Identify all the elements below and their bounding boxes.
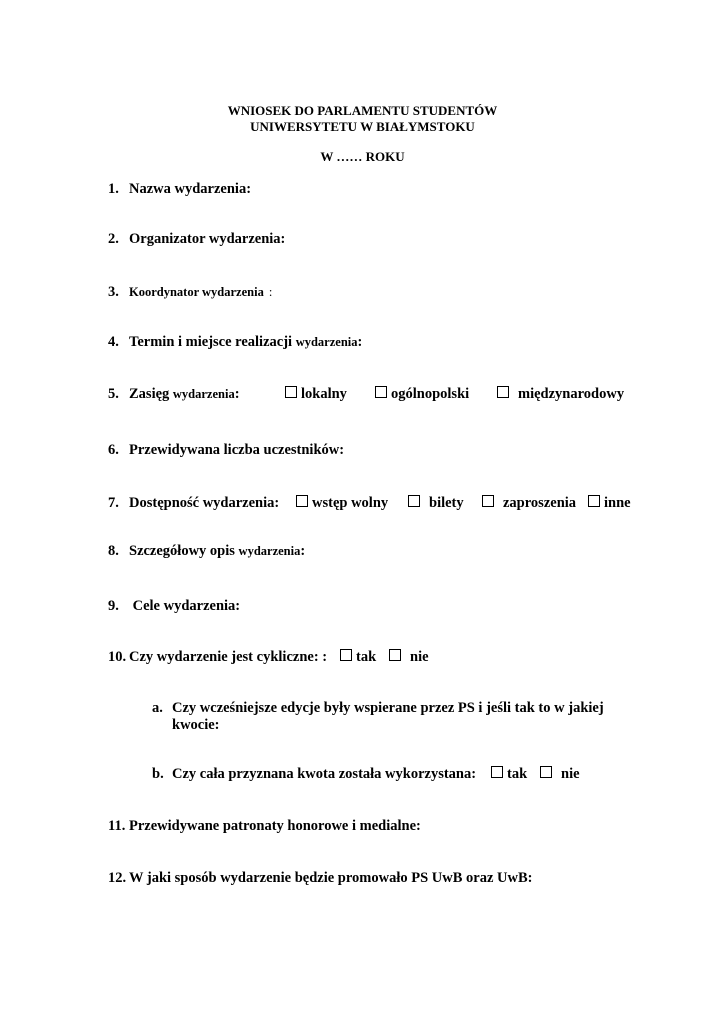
checkbox-option-ogolnopolski[interactable]	[375, 385, 469, 403]
option-label: ogólnopolski	[391, 386, 470, 402]
item-4	[108, 333, 362, 351]
option-label: zaproszenia	[503, 495, 577, 511]
option-label: nie	[410, 649, 429, 665]
item-1	[108, 180, 251, 198]
checkbox-icon[interactable]	[389, 649, 401, 661]
checkbox-option-zaproszenia[interactable]	[482, 494, 576, 512]
checkbox-icon[interactable]	[408, 495, 420, 507]
checkbox-option-b-tak[interactable]	[491, 765, 527, 783]
header-line-2: UNIWERSYTETU W BIAŁYMSTOKU	[250, 119, 475, 134]
checkbox-icon[interactable]	[285, 386, 297, 398]
item-label-small: wydarzenia	[295, 335, 358, 349]
item-11	[108, 817, 421, 835]
item-label-small: wydarzenia	[172, 387, 235, 401]
item-2	[108, 230, 285, 248]
checkbox-option-miedzynarodowy[interactable]	[497, 385, 624, 403]
item-suffix: :	[268, 285, 273, 299]
item-number: 9.	[108, 598, 119, 614]
subitem-letter: a.	[152, 700, 163, 716]
item-label: Cele wydarzenia:	[129, 598, 241, 614]
item-number: 8.	[108, 543, 119, 559]
option-label: wstęp wolny	[312, 495, 389, 511]
item-8	[108, 542, 305, 560]
checkbox-icon[interactable]	[340, 649, 352, 661]
checkbox-option-bilety[interactable]	[408, 494, 464, 512]
subitem-a-continuation: kwocie:	[172, 717, 220, 733]
checkbox-option-nie[interactable]	[389, 648, 429, 666]
item-suffix: :	[357, 334, 363, 350]
option-label: nie	[561, 766, 580, 782]
option-label: inne	[604, 495, 631, 511]
item-suffix: :	[234, 386, 240, 402]
item-10	[108, 648, 327, 666]
item-label: Zasięg	[129, 386, 170, 402]
item-number: 5.	[108, 386, 119, 402]
item-6	[108, 441, 344, 459]
item-number: 12.	[108, 870, 127, 886]
item-number: 2.	[108, 231, 119, 247]
checkbox-icon[interactable]	[491, 766, 503, 778]
checkbox-option-lokalny[interactable]	[285, 385, 347, 403]
item-label: Dostępność wydarzenia:	[129, 495, 280, 511]
item-label: Szczegółowy opis	[129, 543, 235, 559]
item-9	[108, 597, 240, 615]
option-label: międzynarodowy	[518, 386, 625, 402]
item-label: Organizator wydarzenia:	[129, 231, 286, 247]
checkbox-option-wstep-wolny[interactable]	[296, 494, 388, 512]
item-12	[108, 869, 532, 887]
item-label: Przewidywane patronaty honorowe i medialne:	[129, 818, 421, 834]
option-label: tak	[507, 766, 528, 782]
subitem-a	[152, 699, 604, 717]
subitem-letter: b.	[152, 766, 164, 782]
option-label: bilety	[429, 495, 464, 511]
item-number: 7.	[108, 495, 119, 511]
item-number: 10.	[108, 649, 127, 665]
subitem-label: Czy wcześniejsze edycje były wspierane przez PS i jeśli tak to w jakiej	[172, 700, 604, 716]
checkbox-icon[interactable]	[540, 766, 552, 778]
checkbox-option-inne[interactable]	[588, 494, 631, 512]
checkbox-option-b-nie[interactable]	[540, 765, 580, 783]
checkbox-icon[interactable]	[497, 386, 509, 398]
item-number: 1.	[108, 181, 119, 197]
item-3	[108, 283, 272, 301]
checkbox-option-tak[interactable]	[340, 648, 376, 666]
header-line-1: WNIOSEK DO PARLAMENTU STUDENTÓW	[227, 103, 498, 118]
item-5	[108, 385, 240, 403]
item-label: Nazwa wydarzenia:	[129, 181, 252, 197]
item-label: W jaki sposób wydarzenie będzie promowało PS UwB oraz UwB:	[129, 870, 533, 886]
option-label: lokalny	[301, 386, 347, 402]
item-number: 6.	[108, 442, 119, 458]
item-7	[108, 494, 279, 512]
item-label-small: wydarzenia	[238, 544, 301, 558]
item-number: 11.	[108, 818, 126, 834]
checkbox-icon[interactable]	[296, 495, 308, 507]
checkbox-icon[interactable]	[588, 495, 600, 507]
subitem-b	[152, 765, 476, 783]
subitem-label: Czy cała przyznana kwota została wykorzystana:	[172, 766, 477, 782]
item-label: Przewidywana liczba uczestników:	[129, 442, 345, 458]
option-label: tak	[356, 649, 377, 665]
checkbox-icon[interactable]	[375, 386, 387, 398]
item-label: Termin i miejsce realizacji	[129, 334, 293, 350]
header-line-3: W …… ROKU	[320, 149, 405, 164]
item-number: 3.	[108, 284, 119, 300]
item-label: Koordynator wydarzenia	[129, 285, 264, 299]
item-suffix: :	[300, 543, 306, 559]
item-number: 4.	[108, 334, 119, 350]
checkbox-icon[interactable]	[482, 495, 494, 507]
item-label: Czy wydarzenie jest cykliczne: :	[129, 649, 328, 665]
